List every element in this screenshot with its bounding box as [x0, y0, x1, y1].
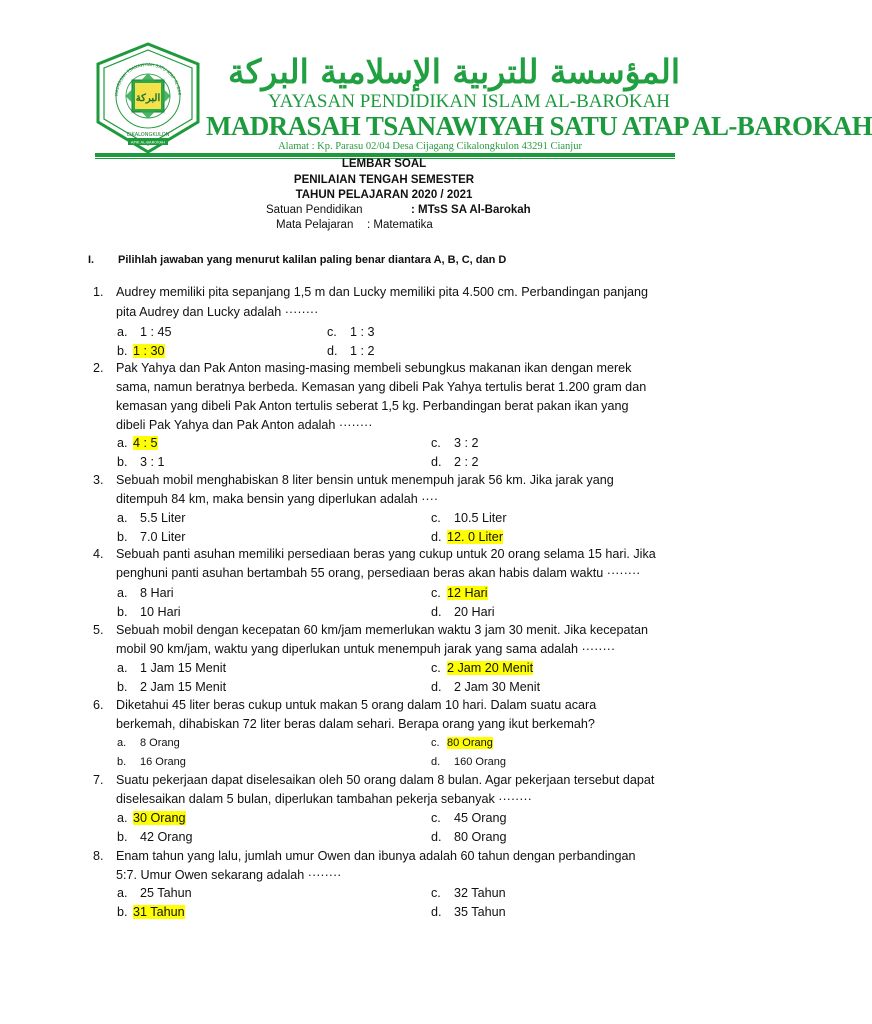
answer-option [431, 605, 601, 623]
answer-option [327, 344, 497, 362]
option-value: 1 : 3 [350, 325, 375, 339]
question-text: Sebuah mobil menghabiskan 8 liter bensin untuk menempuh jarak 56 km. Jika jarak yang [116, 473, 614, 487]
question-text: Sebuah mobil dengan kecepatan 60 km/jam memerlukan waktu 3 jam 30 menit. Jika kecepatan [116, 623, 649, 637]
question-text: Pak Yahya dan Pak Anton masing-masing membeli sebungkus makanan ikan dengan merek [116, 361, 632, 375]
correct-answer-highlight: 12. 0 Liter [447, 530, 504, 544]
option-value: 8 Orang [140, 737, 180, 749]
option-value: 3 : 1 [140, 455, 165, 469]
question-text: kemasan yang dibeli Pak Anton tertulis seberat 1,5 kg. Perbandingan berat pakan ikan yang [116, 399, 629, 413]
option-value: 1 Jam 15 Menit [140, 661, 227, 675]
answer-option [117, 325, 287, 343]
question-text: mobil 90 km/jam, waktu yang diperlukan untuk menempuh jarak yang sama adalah ········ [116, 642, 616, 656]
answer-option [117, 530, 287, 548]
option-letter: d. [431, 830, 442, 844]
school-address: Alamat : Kp. Parasu 02/04 Desa Cijagang Cikalongkulon 43291 Cianjur [278, 141, 582, 152]
option-value: 10 Hari [140, 605, 181, 619]
answer-option [431, 886, 601, 904]
option-letter: d. [431, 680, 442, 694]
option-value: 20 Hari [454, 605, 495, 619]
answer-option [117, 511, 287, 529]
question-text: 5:7. Umur Owen sekarang adalah ········ [116, 868, 342, 882]
correct-answer-highlight: 4 : 5 [133, 436, 158, 450]
option-value: 3 : 2 [454, 436, 479, 450]
option-value: 1 : 2 [350, 344, 375, 358]
correct-answer-highlight: 30 Orang [133, 811, 186, 825]
option-letter: b. [117, 905, 128, 919]
question-text: penghuni panti asuhan bertambah 55 orang, persediaan beras akan habis dalam waktu ········ [116, 566, 641, 580]
option-letter: c. [431, 661, 441, 675]
doc-year: TAHUN PELAJARAN 2020 / 2021 [295, 189, 473, 201]
logo-ring-text: MADRASAH TSANAWIYAH SATU ATAP AL-BAR [113, 61, 183, 97]
option-letter: b. [117, 680, 128, 694]
question-text: diselesaikan dalam 5 bulan, diperlukan tambahan pekerja sebanyak ········ [116, 792, 532, 806]
foundation-name: YAYASAN PENDIDIKAN ISLAM AL-BAROKAH [268, 91, 671, 112]
answer-option [117, 905, 287, 923]
question-text: ditempuh 84 km, maka bensin yang diperlukan adalah ···· [116, 492, 439, 506]
option-value: 160 Orang [454, 756, 506, 768]
option-value: 42 Orang [140, 830, 193, 844]
answer-option [117, 811, 287, 829]
answer-option [431, 586, 601, 604]
option-letter: b. [117, 756, 127, 768]
option-value: 32 Tahun [454, 886, 506, 900]
option-value: 7.0 Liter [140, 530, 186, 544]
answer-option [431, 455, 601, 473]
question-text: Suatu pekerjaan dapat diselesaikan oleh 50 orang dalam 8 bulan. Agar pekerjaan tersebut dapat [116, 773, 655, 787]
question-number: 2. [93, 361, 104, 375]
answer-option [431, 511, 601, 529]
answer-option [117, 756, 287, 774]
option-value: 1 : 45 [140, 325, 172, 339]
answer-option [431, 680, 601, 698]
question-text: pita Audrey dan Lucky adalah ········ [116, 305, 319, 319]
option-letter: a. [117, 511, 128, 525]
correct-answer-highlight: 1 : 30 [133, 344, 165, 358]
answer-option [431, 756, 601, 774]
answer-option [431, 661, 601, 679]
option-letter: a. [117, 886, 128, 900]
option-letter: a. [117, 811, 128, 825]
logo-arabic-text: البركة [135, 93, 161, 104]
answer-option [431, 811, 601, 829]
option-letter: a. [117, 436, 128, 450]
logo-ribbon-text: APIK AL-BAROKAH [130, 139, 166, 145]
correct-answer-highlight: 80 Orang [447, 737, 493, 749]
option-value: 35 Tahun [454, 905, 506, 919]
option-letter: c. [431, 811, 441, 825]
option-letter: c. [431, 511, 441, 525]
question-text: Audrey memiliki pita sepanjang 1,5 m dan Lucky memiliki pita 4.500 cm. Perbandingan panjang [116, 285, 649, 299]
mapel-value: : Matematika [367, 219, 433, 231]
option-value: 10.5 Liter [454, 511, 507, 525]
answer-option [327, 325, 497, 343]
correct-answer-highlight: 12 Hari [447, 586, 488, 600]
question-text: Enam tahun yang lalu, jumlah umur Owen dan ibunya adalah 60 tahun dengan perbandingan [116, 849, 636, 863]
answer-option [117, 455, 287, 473]
doc-title: LEMBAR SOAL [341, 158, 427, 170]
answer-option [117, 586, 287, 604]
answer-option [117, 661, 287, 679]
option-value: 5.5 Liter [140, 511, 186, 525]
answer-option [117, 830, 287, 848]
correct-answer-highlight: 2 Jam 20 Menit [447, 661, 534, 675]
question-number: 4. [93, 547, 104, 561]
question-number: 7. [93, 773, 104, 787]
question-text: sama, namun beratnya berbeda. Kemasan yang dibeli Pak Yahya tertulis berat 1.200 gram dan [116, 380, 647, 394]
option-letter: a. [117, 737, 127, 749]
school-logo [92, 42, 204, 154]
option-value: 25 Tahun [140, 886, 192, 900]
answer-option [431, 905, 601, 923]
question-number: 6. [93, 698, 104, 712]
option-value: 2 Jam 30 Menit [454, 680, 541, 694]
option-letter: d. [431, 455, 442, 469]
question-text: dibeli Pak Yahya dan Pak Anton adalah ········ [116, 418, 373, 432]
option-value: 2 : 2 [454, 455, 479, 469]
option-letter: d. [431, 605, 442, 619]
option-letter: a. [117, 661, 128, 675]
answer-option [431, 830, 601, 848]
question-text: berkemah, dihabiskan 72 liter beras dalam sehari. Berapa orang yang ikut berkemah? [116, 717, 595, 731]
option-letter: b. [117, 530, 128, 544]
answer-option [117, 605, 287, 623]
option-letter: a. [117, 586, 128, 600]
arabic-foundation-name: المؤسسة للتربية الإسلامية البركة [227, 52, 680, 91]
answer-option [431, 436, 601, 454]
option-letter: d. [327, 344, 338, 358]
option-value: 16 Orang [140, 756, 186, 768]
option-letter: b. [117, 344, 128, 358]
question-text: Diketahui 45 liter beras cukup untuk makan 5 orang dalam 10 hari. Dalam suatu acara [116, 698, 597, 712]
question-number: 5. [93, 623, 104, 637]
option-value: 2 Jam 15 Menit [140, 680, 227, 694]
header-rule-thick [95, 153, 675, 157]
answer-option [117, 344, 287, 362]
option-letter: d. [431, 756, 441, 768]
question-number: 1. [93, 285, 104, 299]
satuan-value: : MTsS SA Al-Barokah [411, 204, 531, 216]
option-value: 45 Orang [454, 811, 507, 825]
option-letter: c. [431, 737, 440, 749]
instruction-text: Pilihlah jawaban yang menurut kalilan paling benar diantara A, B, C, dan D [118, 254, 507, 266]
question-text: Sebuah panti asuhan memiliki persediaan beras yang cukup untuk 20 orang selama 15 hari. Jika [116, 547, 656, 561]
option-letter: d. [431, 905, 442, 919]
answer-option [117, 436, 287, 454]
option-value: 80 Orang [454, 830, 507, 844]
answer-option [117, 737, 287, 755]
option-letter: c. [431, 436, 441, 450]
answer-option [431, 530, 601, 548]
option-letter: b. [117, 605, 128, 619]
satuan-label: Satuan Pendidikan [266, 204, 363, 216]
answer-option [117, 680, 287, 698]
school-name: MADRASAH TSANAWIYAH SATU ATAP AL-BAROKAH [206, 111, 872, 141]
option-letter: c. [431, 586, 441, 600]
option-letter: a. [117, 325, 128, 339]
option-letter: b. [117, 830, 128, 844]
answer-option [117, 886, 287, 904]
answer-option [431, 737, 601, 755]
mapel-label: Mata Pelajaran [276, 219, 354, 231]
correct-answer-highlight: 31 Tahun [133, 905, 185, 919]
doc-subtitle: PENILAIAN TENGAH SEMESTER [293, 174, 475, 186]
question-number: 3. [93, 473, 104, 487]
option-letter: d. [431, 530, 442, 544]
option-letter: c. [431, 886, 441, 900]
logo-bottom-text: CIKALONGKULON [126, 132, 170, 138]
question-number: 8. [93, 849, 104, 863]
option-letter: b. [117, 455, 128, 469]
instruction-number: I. [88, 254, 95, 266]
option-letter: c. [327, 325, 337, 339]
option-value: 8 Hari [140, 586, 174, 600]
